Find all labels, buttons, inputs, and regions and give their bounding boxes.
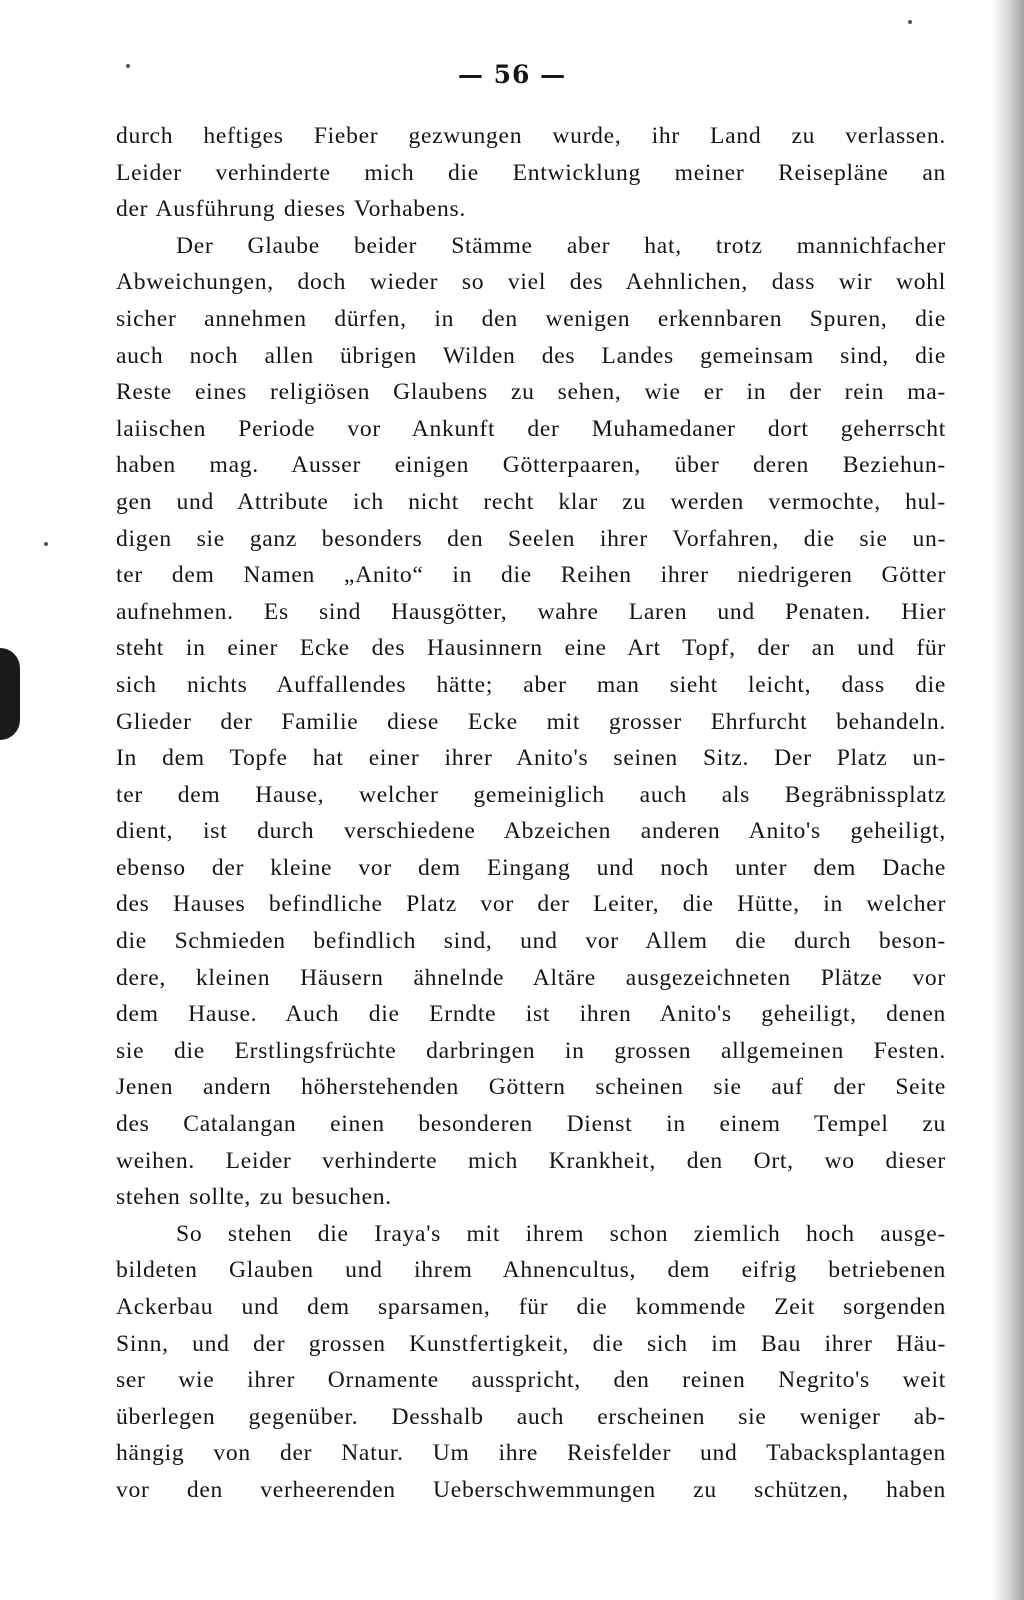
text-line: digen sie ganz besonders den Seelen ihrer Vorfahren, die sie un- <box>116 525 946 552</box>
text-line: auch noch allen übrigen Wilden des Landes gemeinsam sind, die <box>116 342 946 369</box>
text-line: haben mag. Ausser einigen Götterpaaren, über deren Beziehun- <box>116 452 946 479</box>
text-line: dere, kleinen Häusern ähnelnde Altäre ausgezeichneten Plätze vor <box>116 964 946 991</box>
text-line: sich nichts Auffallendes hätte; aber man sieht leicht, dass die <box>116 671 946 698</box>
text-line: überlegen gegenüber. Desshalb auch erscheinen sie weniger ab- <box>116 1403 946 1430</box>
page-number: — 56 — <box>457 60 567 89</box>
text-line: Leider verhinderte mich die Entwicklung meiner Reisepläne an <box>116 159 946 186</box>
text-line: dient, ist durch verschiedene Abzeichen anderen Anito's geheiligt, <box>116 818 946 845</box>
text-line: der Ausführung dieses Vorhabens. <box>116 196 466 223</box>
text-line: ser wie ihrer Ornamente ausspricht, den reinen Negrito's weit <box>116 1367 946 1394</box>
text-line: bildeten Glauben und ihrem Ahnencultus, dem eifrig betriebenen <box>116 1257 946 1284</box>
text-line: des Catalangan einen besonderen Dienst in einem Tempel zu <box>116 1111 946 1138</box>
body-text <box>116 118 946 1509</box>
text-line: des Hauses befindliche Platz vor der Leiter, die Hütte, in welcher <box>116 891 946 918</box>
text-line: weihen. Leider verhinderte mich Krankheit, den Ort, wo dieser <box>116 1147 946 1174</box>
text-line: Der Glaube beider Stämme aber hat, trotz mannichfacher <box>176 232 946 259</box>
text-line: gen und Attribute ich nicht recht klar zu werden vermochte, hul- <box>116 488 946 515</box>
text-line: Abweichungen, doch wieder so viel des Aehnlichen, dass wir wohl <box>116 269 946 296</box>
text-line: sie die Erstlingsfrüchte darbringen in grossen allgemeinen Festen. <box>116 1037 946 1064</box>
text-line: steht in einer Ecke des Hausinnern eine Art Topf, der an und für <box>116 635 946 662</box>
text-line: sicher annehmen dürfen, in den wenigen erkennbaren Spuren, die <box>116 305 946 332</box>
text-line: die Schmieden befindlich sind, und vor Allem die durch beson- <box>116 928 946 955</box>
text-line: In dem Topfe hat einer ihrer Anito's seinen Sitz. Der Platz un- <box>116 745 946 772</box>
text-line: vor den verheerenden Ueberschwemmungen zu schützen, haben <box>116 1476 946 1503</box>
text-line: hängig von der Natur. Um ihre Reisfelder und Tabacksplantagen <box>116 1440 946 1467</box>
text-line: stehen sollte, zu besuchen. <box>116 1184 392 1211</box>
text-line: durch heftiges Fieber gezwungen wurde, ihr Land zu verlassen. <box>116 123 946 149</box>
speck <box>44 542 48 546</box>
text-line: aufnehmen. Es sind Hausgötter, wahre Laren und Penaten. Hier <box>116 598 946 625</box>
text-line: laiischen Periode vor Ankunft der Muhamedaner dort geherrscht <box>116 415 946 442</box>
text-line: Glieder der Familie diese Ecke mit grosser Ehrfurcht behandeln. <box>116 708 946 735</box>
binding-mark <box>0 648 20 740</box>
text-line: ebenso der kleine vor dem Eingang und noch unter dem Dache <box>116 854 946 881</box>
text-line: So stehen die Iraya's mit ihrem schon ziemlich hoch ausge- <box>176 1220 946 1247</box>
text-line: Reste eines religiösen Glaubens zu sehen, wie er in der rein ma- <box>116 379 946 406</box>
text-line: Jenen andern höherstehenden Göttern scheinen sie auf der Seite <box>116 1074 946 1101</box>
text-line: dem Hause. Auch die Erndte ist ihren Anito's geheiligt, denen <box>116 1001 946 1028</box>
text-line: ter dem Namen „Anito“ in die Reihen ihrer niedrigeren Götter <box>116 562 946 589</box>
text-line: ter dem Hause, welcher gemeiniglich auch als Begräbnissplatz <box>116 781 946 808</box>
text-line: Sinn, und der grossen Kunstfertigkeit, die sich im Bau ihrer Häu- <box>116 1330 946 1357</box>
page-edge-shadow <box>990 0 1024 1600</box>
speck <box>908 20 912 24</box>
text-line: Ackerbau und dem sparsamen, für die kommende Zeit sorgenden <box>116 1294 946 1320</box>
